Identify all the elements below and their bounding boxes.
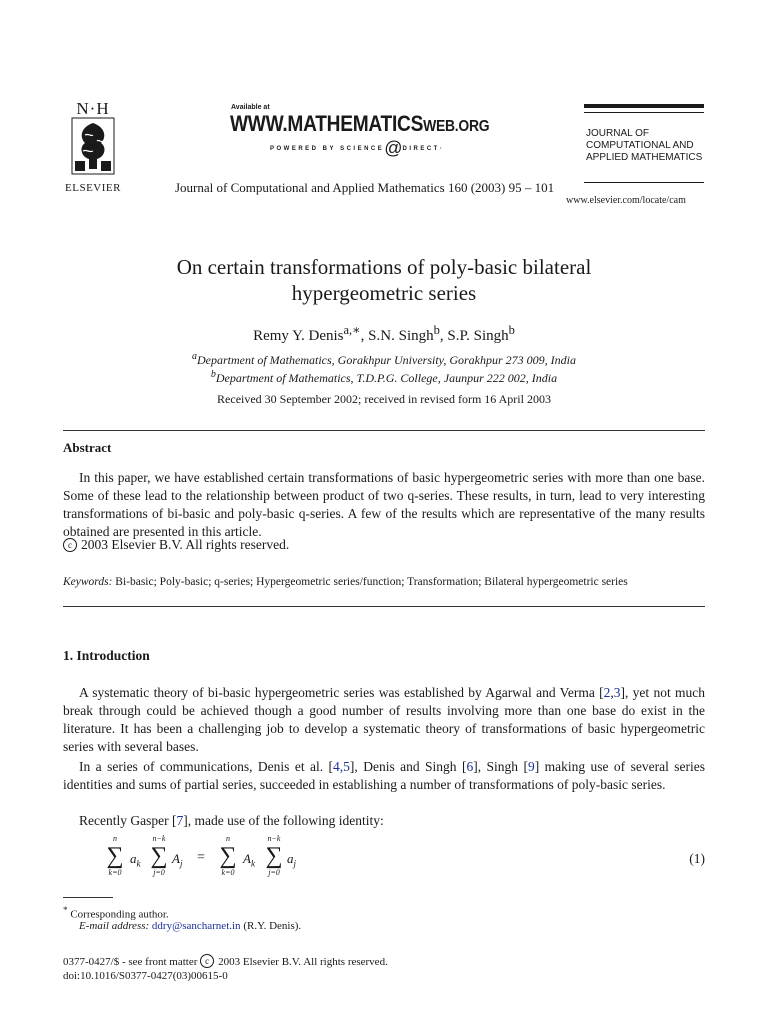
powered-direct-label: DIRECT·: [402, 146, 445, 153]
citation-link[interactable]: 6: [466, 759, 474, 774]
email-label: E-mail address:: [79, 920, 150, 932]
sigma-symbol: ∑: [265, 843, 283, 869]
journal-header-bar: [584, 104, 704, 108]
text-run: ], Denis and Singh [: [349, 759, 467, 774]
journal-header-rule: [584, 112, 704, 113]
front-matter-text: 2003 Elsevier B.V. All rights reserved.: [218, 956, 388, 968]
journal-name-line: APPLIED MATHEMATICS: [586, 152, 703, 163]
keywords: [63, 576, 628, 588]
summation: [144, 834, 174, 878]
keywords-text: Bi-basic; Poly-basic; q-series; Hypergeometric series/function; Transformation; Bilateral hypergeometric series: [115, 576, 628, 588]
keywords-label: Keywords:: [63, 576, 113, 588]
journal-footer-rule: [584, 182, 704, 183]
journal-name: [586, 128, 702, 164]
abstract-top-rule: [63, 430, 705, 431]
paragraph: [63, 684, 705, 756]
copyright-icon: c: [200, 954, 214, 968]
footnote-text: Corresponding author.: [70, 908, 169, 921]
term-subscript: j: [293, 858, 297, 869]
text-run: ], yet not much break through could be achieved though a good number of results involving more than one base do exist in the literature. It has been a challenging job to develop a systematic theory of transformations of basic hypergeometric series with several bases.: [63, 685, 705, 754]
sciencedirect-powered-by: [270, 138, 444, 159]
publisher-mark: N·H: [76, 99, 110, 118]
citation-link[interactable]: 7: [176, 813, 184, 828]
sum-lower-limit: j=0: [153, 868, 165, 877]
equation-term: [130, 851, 141, 869]
author-affiliation-mark: b: [508, 323, 515, 337]
journal-name-line: COMPUTATIONAL AND: [586, 140, 694, 151]
sum-upper-limit: n: [113, 834, 117, 843]
equation-term: [287, 851, 296, 869]
title-line: hypergeometric series: [291, 281, 477, 305]
affiliation-mark: b: [210, 369, 216, 380]
affiliation: [0, 351, 768, 368]
term-subscript: k: [136, 858, 141, 869]
journal-citation: Journal of Computational and Applied Mathematics 160 (2003) 95 – 101: [175, 180, 555, 195]
text-run: ,: [610, 685, 614, 700]
author-name: S.P. Singh: [447, 328, 509, 344]
mathweb-suffix: WEB.ORG: [423, 118, 490, 135]
citation-link[interactable]: 9: [527, 759, 535, 774]
affiliation-text: Department of Mathematics, Gorakhpur University, Gorakhpur 273 009, India: [197, 353, 576, 367]
equals-sign: =: [197, 850, 205, 865]
email-link[interactable]: ddry@sancharnet.in: [151, 920, 241, 932]
equation-1: [100, 834, 705, 886]
copyright-icon: c: [63, 538, 77, 552]
sum-upper-limit: n: [226, 834, 230, 843]
author-name: Remy Y. Denis: [253, 328, 344, 344]
term-symbol: a: [130, 851, 137, 866]
sciencedirect-at-icon: @: [384, 138, 403, 158]
powered-by-label: POWERED BY SCIENCE: [270, 146, 385, 153]
title-line: On certain transformations of poly-basic bilateral: [176, 255, 592, 279]
paragraph: [63, 758, 705, 794]
mathematicsweb-logo[interactable]: [230, 111, 489, 137]
text-run: ], Singh [: [473, 759, 528, 774]
text-run: ], made use of the following identity:: [183, 813, 384, 828]
footnote-marker: *: [63, 905, 68, 915]
equation-term: [243, 851, 255, 869]
sum-lower-limit: k=0: [221, 868, 235, 877]
affiliation-text: Department of Mathematics, T.D.P.G. College, Jaunpur 222 002, India: [215, 371, 558, 385]
text-run: Recently Gasper [: [79, 813, 177, 828]
term-subscript: k: [250, 858, 255, 869]
abstract-heading: Abstract: [63, 440, 112, 455]
summation: [259, 834, 289, 878]
citation-link[interactable]: 4,5: [333, 759, 350, 774]
footnote-rule: [63, 897, 113, 898]
abstract-copyright: [63, 537, 289, 553]
email-suffix: (R.Y. Denis).: [243, 920, 302, 932]
journal-name-line: JOURNAL OF: [586, 128, 649, 139]
affiliation-mark: a: [192, 351, 198, 362]
copyright-text: 2003 Elsevier B.V. All rights reserved.: [81, 537, 290, 552]
keywords-bottom-rule: [63, 606, 705, 607]
footnote-email: [79, 920, 301, 932]
elsevier-logo: [62, 100, 124, 194]
paper-title: [0, 254, 768, 306]
equation-number: (1): [689, 851, 705, 866]
equation-term: [172, 851, 182, 869]
term-symbol: A: [172, 851, 180, 866]
sum-upper-limit: n−k: [267, 834, 281, 843]
term-subscript: j: [179, 858, 183, 869]
front-matter-text: 0377-0427/$ - see front matter: [63, 956, 198, 968]
author-name: S.N. Singh: [368, 328, 434, 344]
sigma-symbol: ∑: [106, 843, 124, 869]
section-heading: 1. Introduction: [63, 648, 150, 663]
journal-url-link[interactable]: www.elsevier.com/locate/cam: [566, 195, 686, 206]
text-run: ] making use of several series identities and sums of partial series, succeeded in establishing a number of transformations of poly-basic series.: [63, 759, 705, 792]
term-symbol: a: [287, 851, 294, 866]
paragraph: [63, 812, 705, 830]
sum-upper-limit: n−k: [152, 834, 166, 843]
sigma-symbol: ∑: [219, 843, 237, 869]
mathweb-main: WWW.MATHEMATICS: [230, 111, 424, 136]
citation-link[interactable]: 2: [603, 685, 611, 700]
sum-lower-limit: j=0: [268, 868, 280, 877]
front-matter-line: [63, 954, 388, 968]
affiliation: [0, 369, 768, 386]
author-affiliation-mark: a,∗: [343, 323, 361, 337]
abstract-text: In this paper, we have established certain transformations of basic hypergeometric series with more than one base. Some of these lead to the relationship between product of two q-series. These results, in turn, lead to very interesting transformations of bi-basic and poly-basic q-series. A few of the results which are representative of the many results obtained are presented in this article.: [63, 470, 705, 539]
publisher-name: ELSEVIER: [65, 182, 121, 194]
footnote-corresponding: [63, 905, 169, 921]
text-run: A systematic theory of bi-basic hypergeometric series was established by Agarwal and Verma [: [79, 685, 604, 700]
summation: [100, 834, 130, 878]
author-affiliation-mark: b: [433, 323, 440, 337]
term-symbol: A: [243, 851, 251, 866]
sum-lower-limit: k=0: [108, 868, 122, 877]
received-dates: Received 30 September 2002; received in revised form 16 April 2003: [217, 392, 551, 406]
sigma-symbol: ∑: [150, 843, 168, 869]
elsevier-tree-emblem-icon: [71, 117, 115, 175]
text-run: In a series of communications, Denis et al. [: [79, 759, 334, 774]
summation: [213, 834, 243, 878]
available-at-label: Available at: [231, 104, 270, 111]
doi-link[interactable]: doi:10.1016/S0377-0427(03)00615-0: [63, 970, 228, 982]
citation-link[interactable]: 3: [613, 685, 621, 700]
author-list: Remy Y. Denis$^{a,∗}$, S.N. Singh$^b$, S.P. Singh$^b$: [253, 323, 515, 344]
